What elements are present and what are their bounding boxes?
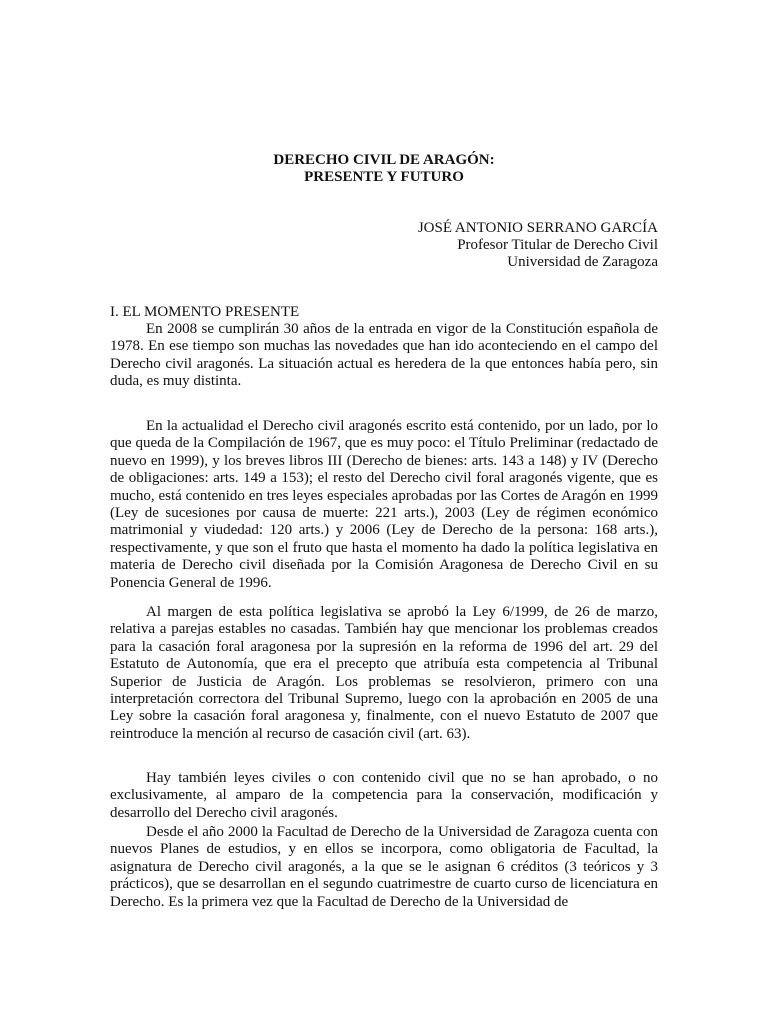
paragraph-5: Desde el año 2000 la Facultad de Derecho de la Universidad de Zaragoza cuenta con nuevos Planes de estudios, y en ellos se incorpora, como obligatoria de Facultad, la asignatura de Derecho civil aragonés, a la que se le asignan 6 créditos (3 teóricos y 3 prácticos), que se desarrollan en el segundo cuatrimestre de cuarto curso de licenciatura en Derecho. Es la primera vez que la Facultad de Derecho de la Universidad de bbox=[110, 824, 658, 910]
document-title-line-1: DERECHO CIVIL DE ARAGÓN: bbox=[273, 152, 495, 168]
paragraph-1: En 2008 se cumplirán 30 años de la entrada en vigor de la Constitución española de 1978. En ese tiempo son muchas las novedades que han ido aconteciendo en el campo del Derecho civil aragonés. La situación actual es heredera de la que entonces había pero, sin duda, es muy distinta. bbox=[110, 321, 658, 390]
paragraph-2: En la actualidad el Derecho civil aragonés escrito está contenido, por un lado, por lo que queda de la Compilación de 1967, que es muy poco: el Título Preliminar (redactado de nuevo en 1999), y los breves libros III (Derecho de bienes: arts. 143 a 148) y IV (Derecho de obligaciones: arts. 149 a 153); el resto del Derecho civil foral aragonés vigente, que es mucho, está contenido en tres leyes especiales aprobadas por las Cortes de Aragón en 1999 (Ley de sucesiones por causa de muerte: 221 arts.), 2003 (Ley de régimen económico matrimonial y viudedad: 120 arts.) y 2006 (Ley de Derecho de la persona: 168 arts.), respectivamente, y que son el fruto que hasta el momento ha dado la política legislativa en materia de Derecho civil diseñada por la Comisión Aragonesa de Derecho Civil en su Ponencia General de 1996. bbox=[110, 418, 658, 591]
paragraph-4: Hay también leyes civiles o con contenido civil que no se han aprobado, o no exclusivamente, al amparo de la competencia para la conservación, modificación y desarrollo del Derecho civil aragonés. bbox=[110, 770, 658, 821]
author-institution: Universidad de Zaragoza bbox=[507, 254, 658, 270]
section-heading: I. EL MOMENTO PRESENTE bbox=[110, 304, 300, 320]
author-name: JOSÉ ANTONIO SERRANO GARCÍA bbox=[417, 220, 658, 236]
author-position: Profesor Titular de Derecho Civil bbox=[457, 237, 658, 253]
paragraph-3: Al margen de esta política legislativa se aprobó la Ley 6/1999, de 26 de marzo, relativa a parejas estables no casadas. También hay que mencionar los problemas creados para la casación foral aragonesa por la supresión en la reforma de 1996 del art. 29 del Estatuto de Autonomía, que era el precepto que atribuía esta competencia al Tribunal Superior de Justicia de Aragón. Los problemas se resolvieron, primero con una interpretación correctora del Tribunal Supremo, luego con la aprobación en 2005 de una Ley sobre la casación foral aragonesa y, finalmente, con el nuevo Estatuto de 2007 que reintroduce la mención al recurso de casación civil (art. 63). bbox=[110, 604, 658, 742]
document-title-line-2: PRESENTE Y FUTURO bbox=[304, 169, 464, 185]
